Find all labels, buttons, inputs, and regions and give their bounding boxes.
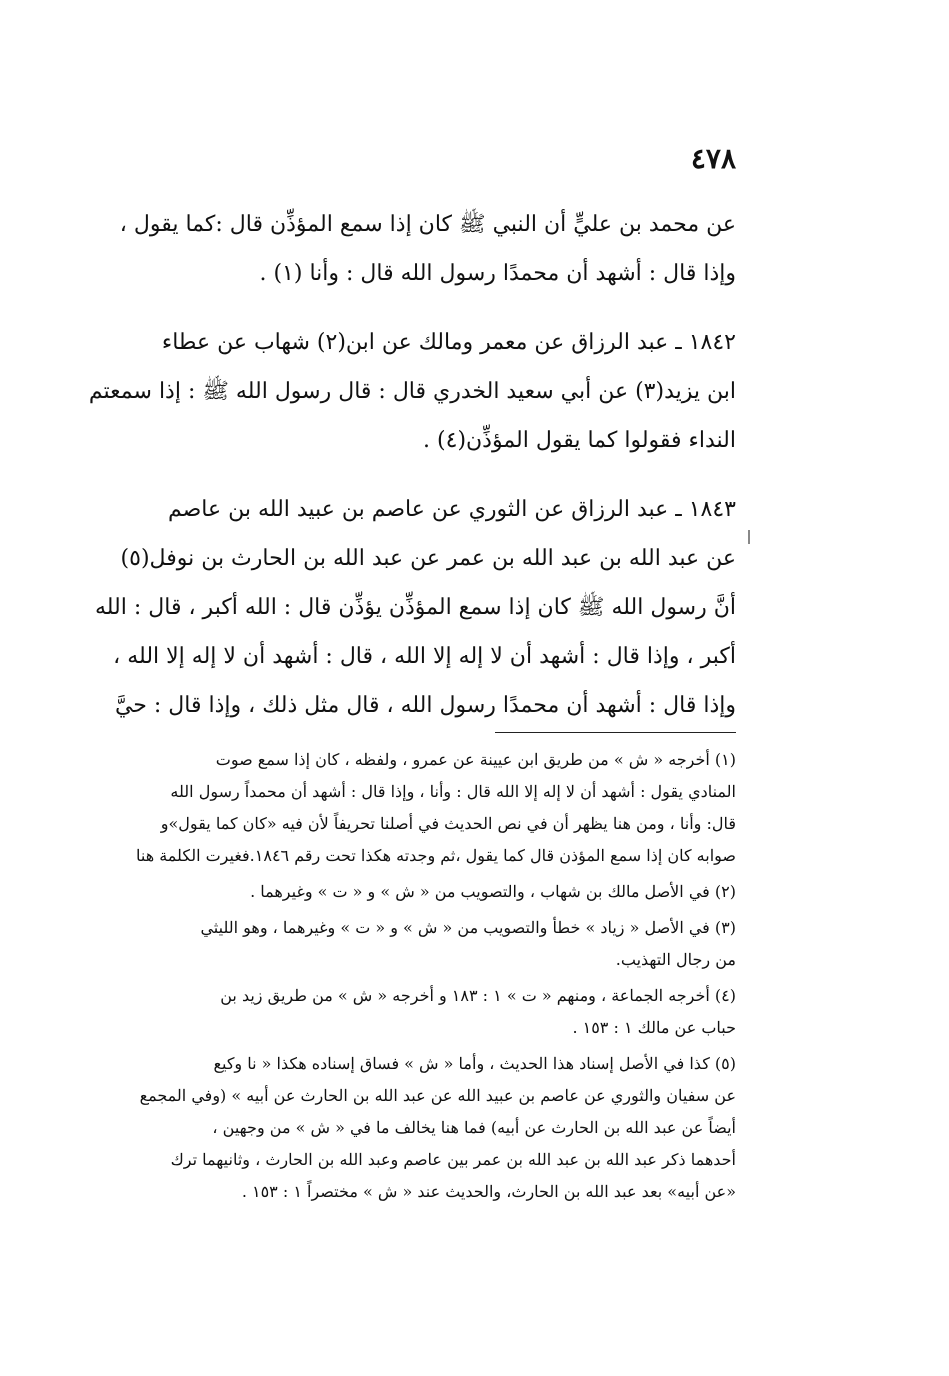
margin-mark <box>748 530 750 544</box>
footnote-line: عن سفيان والثوري عن عاصم بن عبيد الله عن عبد الله بن الحارث عن أبيه » (وفي المجمع <box>139 1086 736 1105</box>
text-line: ١٨٤٣ ـ عبد الرزاق عن الثوري عن عاصم بن عبيد الله بن عاصم <box>167 497 736 522</box>
footnote-line: (٥) كذا في الأصل إسناد هذا الحديث ، وأما « ش » فساق إسناده هكذا « نا وكيع <box>213 1054 736 1073</box>
footnote-line: من رجال التهذيب. <box>615 950 736 969</box>
footnote-line: (٢) في الأصل مالك بن شهاب ، والتصويب من « ش » و « ت » وغيرهما . <box>250 882 736 901</box>
text-line: عن عبد الله بن عبد الله بن عمر عن عبد الله بن الحارث بن نوفل(٥) <box>120 546 736 571</box>
footnote-3 <box>60 912 736 976</box>
footnote-line: (١) أخرجه « ش » من طريق ابن عيينة عن عمرو ، ولفظه ، كان إذا سمع صوت <box>215 750 736 769</box>
footnote-4 <box>60 980 736 1044</box>
footnote-line: حباب عن مالك ١ : ١٥٣ . <box>572 1018 736 1037</box>
text-line: وإذا قال : أشهد أن محمدًا رسول الله ، قال مثل ذلك ، وإذا قال : حيَّ <box>114 693 736 718</box>
text-line: وإذا قال : أشهد أن محمدًا رسول الله قال : وأنا (١) . <box>259 261 736 286</box>
footnotes <box>60 744 736 1212</box>
text-line: أنَّ رسول الله ﷺ كان إذا سمع المؤذِّن يؤذِّن قال : الله أكبر ، قال : الله <box>94 595 736 620</box>
text-line: أكبر ، وإذا قال : أشهد أن لا إله إلا الله ، قال : أشهد أن لا إله إلا الله ، <box>113 644 736 669</box>
hadith-paragraph <box>60 318 736 465</box>
text-line: ١٨٤٢ ـ عبد الرزاق عن معمر ومالك عن ابن(٢) شهاب عن عطاء <box>161 330 736 355</box>
text-line: عن محمد بن عليٍّ أن النبي ﷺ كان إذا سمع المؤذِّن قال :كما يقول ، <box>119 212 736 237</box>
footnote-1 <box>60 744 736 872</box>
text-line: النداء فقولوا كما يقول المؤذِّن(٤) . <box>423 428 736 453</box>
footnote-line: أيضاً عن عبد الله بن الحارث عن أبيه) فما هنا يخالف ما في « ش » من وجهين ، <box>212 1118 736 1137</box>
footnote-line: (٤) أخرجه الجماعة ، ومنهم « ت » ١ : ١٨٣ و أخرجه « ش » من طريق زيد بن <box>220 986 736 1005</box>
footnote-5 <box>60 1048 736 1208</box>
footnote-line: أحدهما ذكر عبد الله بن عبد الله بن عمر بين عاصم وعبد الله بن الحارث ، وثانيهما ترك <box>170 1150 736 1169</box>
footnote-line: «عن أبيه» بعد عبد الله بن الحارث، والحديث عند « ش » مختصراً ١ : ١٥٣ . <box>241 1182 736 1201</box>
footnote-separator <box>495 732 736 733</box>
footnote-2 <box>60 876 736 908</box>
text-line: ابن يزيد(٣) عن أبي سعيد الخدري قال : قال رسول الله ﷺ : إذا سمعتم <box>88 379 736 404</box>
hadith-paragraph <box>60 485 736 730</box>
footnote-line: صوابه كان إذا سمع المؤذن قال كما يقول ،ثم وجدته هكذا تحت رقم ١٨٤٦.فغيرت الكلمة هنا <box>136 846 736 865</box>
main-text <box>60 200 736 750</box>
footnote-line: (٣) في الأصل « زياد » خطأ والتصويب من « ش » و « ت » وغيرهما ، وهو الليثي <box>200 918 736 937</box>
footnote-line: قال: وأنا ، ومن هنا يظهر أن في نص الحديث في أصلنا تحريفاً لأن فيه «كان كما يقول»و <box>160 814 736 833</box>
hadith-paragraph <box>60 200 736 298</box>
page-number: ٤٧٨ <box>690 142 736 175</box>
footnote-line: المنادي يقول : أشهد أن لا إله إلا الله قال : وأنا ، وإذا قال : أشهد أن محمداً رسول الله <box>170 782 736 801</box>
